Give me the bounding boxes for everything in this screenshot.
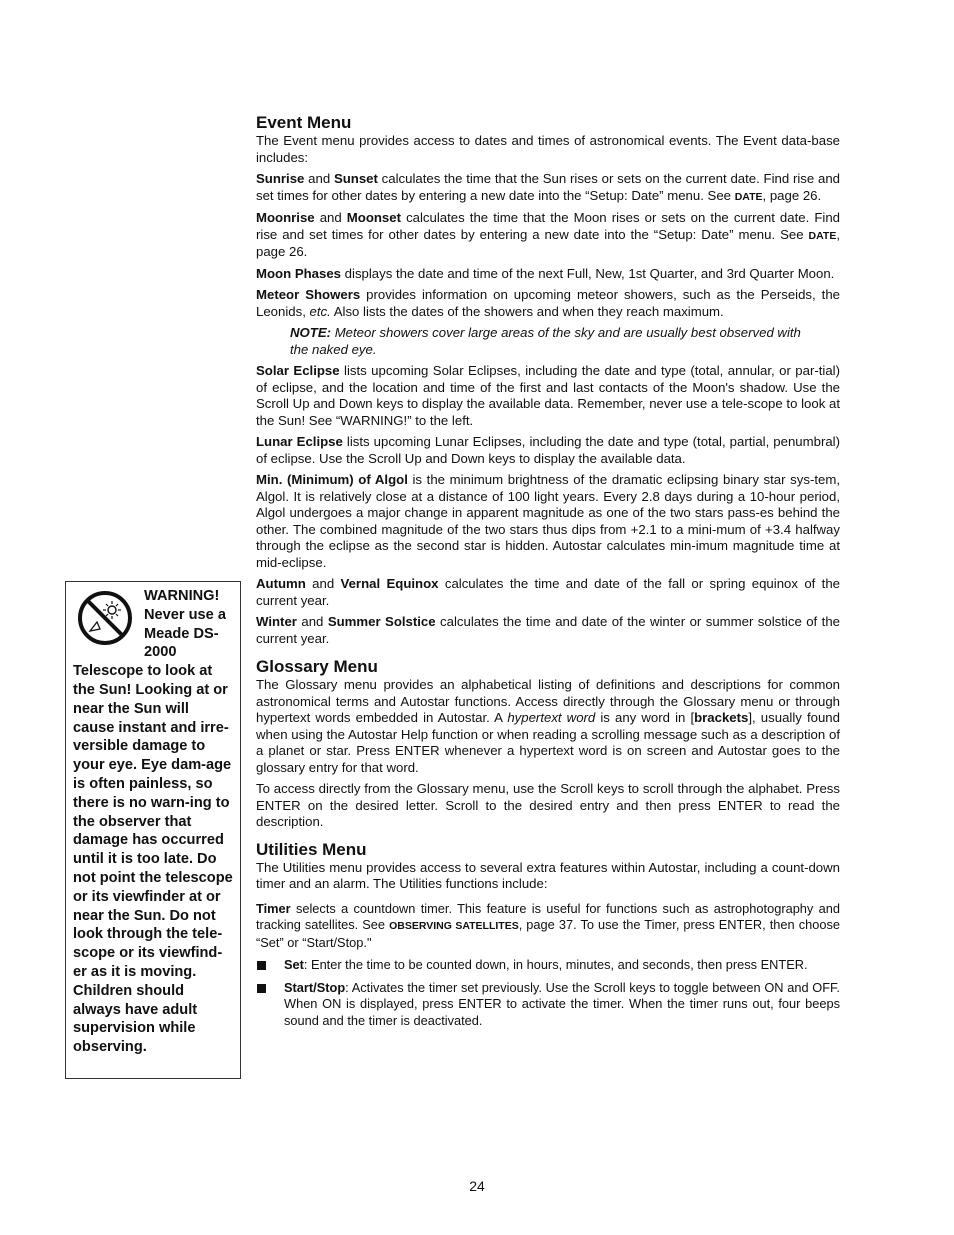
cross-reference: DATE	[808, 229, 837, 242]
note-text: Meteor showers cover large areas of the sky and are usually best observed with the naked eye.	[290, 325, 801, 357]
timer-paragraph	[256, 901, 840, 952]
meteor-note	[290, 325, 810, 358]
text: brackets	[694, 710, 749, 725]
text: etc.	[309, 303, 331, 319]
text: lists upcoming Lunar Eclipses, including the date and type (total, partial, penumbral) of eclipse. Use the Scroll Up and Down keys to display the available data.	[256, 434, 840, 466]
utilities-menu-heading: Utilities Menu	[256, 839, 367, 859]
event-menu-heading: Event Menu	[256, 113, 352, 132]
event-menu-section	[256, 113, 840, 647]
text: The Glossary menu provides an alphabetical listing of definitions and descriptions for common astronomical terms and Autostar functions. Access directly through the Glossary menu or through hypertext words embedded in Autostar. A	[256, 677, 840, 725]
term: Summer Solstice	[327, 614, 436, 629]
text: , page 26.	[256, 226, 840, 259]
utilities-menu-section	[256, 840, 840, 1030]
term: Timer	[256, 900, 291, 916]
warning-text: WARNING! Never use a Meade DS-2000 Telescope to look at the Sun! Looking at or near the Sun will cause instant and irre-versible damage to your eye. Eye dam-age is often painless, so there is no warn-ing to the observer that damage has occurred until it is too late. Do not point the telescope or its viewfinder at or near the Sun. Do not look through the tele-scope or its viewfind-er as it is moving. Children should always have adult supervision while observing.	[73, 588, 233, 1056]
term: Sunrise	[256, 171, 305, 186]
text: calculates the time and date of the fall or spring equinox of the current year.	[256, 576, 840, 608]
moon-phases-paragraph	[256, 266, 840, 283]
solstice-paragraph	[256, 614, 840, 647]
text: hypertext word	[507, 710, 596, 725]
bullet-square-icon	[257, 984, 266, 993]
term: Sunset	[333, 171, 378, 186]
term: Meteor Showers	[256, 287, 361, 302]
list-item	[256, 957, 840, 974]
warning-box	[65, 581, 241, 1079]
text: : Enter the time to be counted down, in hours, minutes, and seconds, then press ENTER.	[303, 957, 808, 972]
term: Start/Stop	[284, 979, 346, 995]
text: provides information on upcoming meteor showers, such as the Perseids, the Leonids,	[256, 287, 840, 319]
list-item	[256, 980, 840, 1030]
utilities-intro: The Utilities menu provides access to several extra features within Autostar, including a count-down timer and an alarm. The Utilities functions include:	[256, 859, 840, 891]
term: Lunar Eclipse	[256, 434, 343, 449]
event-intro: The Event menu provides access to dates and times of astronomical events. The Event data-base includes:	[256, 133, 840, 165]
term: Min. (Minimum) of Algol	[256, 472, 408, 487]
lunar-eclipse-paragraph	[256, 434, 840, 467]
moonrise-paragraph	[256, 210, 840, 261]
timer-options-list	[256, 957, 840, 1029]
term: Autumn	[256, 576, 306, 591]
page-number: 24	[469, 1178, 485, 1194]
cross-reference: DATE	[734, 190, 763, 203]
text: is the minimum brightness of the dramatic eclipsing binary star sys-tem, Algol. It is relatively close at a distance of 100 light years. Every 2.8 days during a 10-hour period, Algol undergoes a major change in apparent magnitude as one of the two stars pass-es behind the other. The combined magnitude of the two stars thus dips from +2.1 to a mini-mum of +3.4 halfway through the eclipse as the second star is hidden. Autostar calculates min-imum magnitude time at mid-eclipse.	[256, 472, 840, 570]
glossary-menu-heading: Glossary Menu	[256, 657, 378, 676]
text: lists upcoming Solar Eclipses, including the date and type (total, annular, or par-tial) of eclipse, and the location and time of the first and last contacts of the Moon's shadow. Use the Scroll Up and Down keys to display the available data. Remember, never use a tele-scope to look at the Sun! See “WARNING!” to the left.	[256, 363, 841, 428]
bullet-square-icon	[257, 961, 266, 970]
text: displays the date and time of the next Full, New, 1st Quarter, and 3rd Quarter Moon.	[341, 265, 835, 281]
solar-eclipse-paragraph	[256, 363, 840, 429]
note-label: NOTE:	[290, 325, 332, 340]
algol-paragraph	[256, 472, 840, 571]
term: Set	[284, 957, 304, 972]
sunrise-paragraph	[256, 171, 840, 205]
equinox-paragraph	[256, 576, 840, 609]
no-sun-icon	[76, 589, 134, 647]
text: is any word in [	[595, 710, 695, 725]
text: , page 37. To use the Timer, press ENTER, then choose “Set” or “Start/Stop."	[256, 917, 840, 950]
text: and	[304, 171, 334, 186]
glossary-paragraph-2: To access directly from the Glossary menu, use the Scroll keys to scroll through the alphabet. Press ENTER on the desired letter. Scroll to the desired entry and then press ENTER to read the description.	[256, 781, 840, 829]
text: calculates the time and date of the winter or summer solstice of the current year.	[256, 614, 840, 646]
glossary-menu-section	[256, 657, 840, 831]
term: Winter	[256, 614, 297, 629]
text: Also lists the dates of the showers and when they reach maximum.	[330, 303, 724, 319]
text: : Activates the timer set previously. Use the Scroll keys to toggle between ON and OFF. When ON is displayed, press ENTER to activate the timer. When the timer runs out, four beeps sound and the timer is deactivated.	[284, 979, 840, 1028]
text: , page 26.	[762, 187, 822, 203]
text: selects a countdown timer. This feature is useful for functions such as astrophotography and tracking satellites. See	[256, 900, 840, 932]
text: calculates the time that the Sun rises or sets on the current date. Find rise and set times for other dates by entering a new date into the “Setup: Date” menu. See	[256, 171, 840, 203]
text: and	[305, 576, 341, 591]
glossary-paragraph-1	[256, 677, 840, 776]
term: Moonrise	[256, 210, 315, 225]
text: ], usually found when using the Autostar Help function or when reading a scrolling message such as a description of a planet or star. Press ENTER whenever a hypertext word is on screen and Autostar goes to the glossary entry for that word.	[256, 710, 840, 775]
term: Moonset	[346, 210, 401, 225]
main-column	[256, 113, 840, 1035]
meteor-paragraph	[256, 287, 840, 320]
term: Vernal Equinox	[340, 576, 439, 591]
term: Solar Eclipse	[256, 363, 340, 378]
cross-reference: OBSERVING SATELLITES	[389, 920, 519, 932]
term: Moon Phases	[256, 265, 342, 281]
text: calculates the time that the Moon rises or sets on the current date. Find rise and set times for other dates by entering a new date into the “Setup: Date” menu. See	[256, 210, 840, 242]
text: and	[296, 614, 328, 629]
text: and	[314, 210, 347, 225]
